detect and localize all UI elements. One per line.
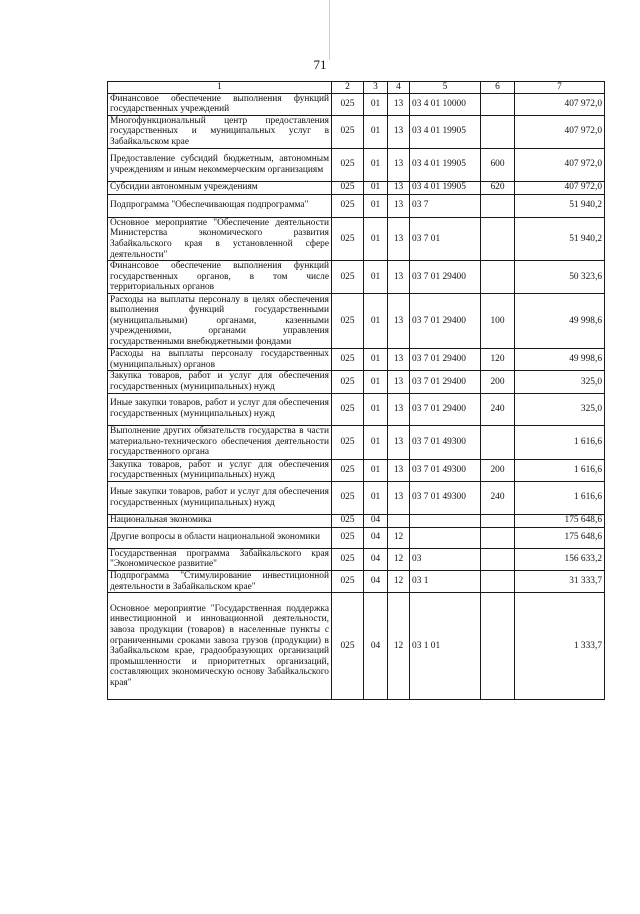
row-vr-cell: 200 [481,459,515,481]
row-sum-cell: 156 633,2 [515,548,605,570]
row-rz-cell: 01 [364,115,388,148]
row-csr-cell: 03 [410,548,481,570]
row-csr-cell: 03 1 [410,570,481,592]
row-pr-cell: 13 [388,115,410,148]
row-name-cell: Расходы на выплаты персоналу в целях обеспечения выполнения функций государственными (муниципальными) органами, казенными учреждениями, органами управления государственными внебюджетными фондами [108,294,332,349]
row-rz-cell: 04 [364,527,388,548]
row-csr-cell: 03 7 01 29400 [410,294,481,349]
table-row [108,527,605,548]
table-row [108,393,605,425]
row-csr-cell: 03 7 01 29400 [410,393,481,425]
row-pr-cell: 13 [388,349,410,371]
row-pr-cell: 13 [388,261,410,294]
row-name-cell: Основное мероприятие "Государственная поддержка инвестиционной и инновационной деятельности, завоза продукции (товаров) в населенные пункты с ограниченными сроками завоза грузов (продукции) в Забайкальском крае, градообразующих организаций промышленности и приоритетных организаций, составляющих экономическую основу Забайкальского края" [108,593,332,700]
row-csr-cell: 03 7 [410,194,481,217]
row-csr-cell: 03 7 01 49300 [410,425,481,459]
row-gr-cell: 025 [332,459,364,481]
row-csr-cell: 03 7 01 [410,217,481,260]
row-vr-cell: 240 [481,481,515,514]
row-gr-cell: 025 [332,527,364,548]
row-rz-cell: 04 [364,593,388,700]
row-sum-cell: 49 998,6 [515,294,605,349]
row-csr-cell: 03 1 01 [410,593,481,700]
row-pr-cell [388,514,410,527]
row-vr-cell [481,93,515,115]
column-header: 7 [515,82,605,94]
row-pr-cell: 12 [388,527,410,548]
row-name-cell: Многофункциональный центр предоставления государственных и муниципальных услуг в Забайкальском крае [108,115,332,148]
row-gr-cell: 025 [332,115,364,148]
row-pr-cell: 13 [388,194,410,217]
row-sum-cell: 407 972,0 [515,181,605,194]
row-gr-cell: 025 [332,393,364,425]
row-vr-cell [481,548,515,570]
row-rz-cell: 01 [364,371,388,393]
row-csr-cell: 03 4 01 19905 [410,115,481,148]
table-row [108,115,605,148]
row-rz-cell: 01 [364,93,388,115]
row-sum-cell: 175 648,6 [515,514,605,527]
row-csr-cell: 03 4 01 19905 [410,148,481,181]
row-gr-cell: 025 [332,425,364,459]
row-rz-cell: 01 [364,261,388,294]
row-csr-cell: 03 7 01 29400 [410,349,481,371]
budget-table [107,81,605,700]
row-sum-cell: 31 333,7 [515,570,605,592]
row-name-cell: Закупка товаров, работ и услуг для обеспечения государственных (муниципальных) нужд [108,371,332,393]
row-gr-cell: 025 [332,181,364,194]
row-name-cell: Иные закупки товаров, работ и услуг для обеспечения государственных (муниципальных) нужд [108,393,332,425]
table-row [108,481,605,514]
row-pr-cell: 13 [388,481,410,514]
row-csr-cell: 03 7 01 49300 [410,481,481,514]
row-gr-cell: 025 [332,294,364,349]
row-csr-cell: 03 7 01 49300 [410,459,481,481]
row-name-cell: Подпрограмма "Стимулирование инвестиционной деятельности в Забайкальском крае" [108,570,332,592]
row-vr-cell: 200 [481,371,515,393]
column-header: 2 [332,82,364,94]
row-name-cell: Основное мероприятие "Обеспечение деятельности Министерства экономического развития Забайкальского края в установленной сфере деятельности" [108,217,332,260]
row-pr-cell: 13 [388,93,410,115]
row-rz-cell: 01 [364,393,388,425]
table-row [108,371,605,393]
fold-line [329,0,330,60]
row-pr-cell: 13 [388,148,410,181]
row-vr-cell: 100 [481,294,515,349]
row-gr-cell: 025 [332,349,364,371]
row-pr-cell: 13 [388,425,410,459]
row-sum-cell: 50 323,6 [515,261,605,294]
row-rz-cell: 04 [364,570,388,592]
row-csr-cell: 03 4 01 19905 [410,181,481,194]
row-rz-cell: 01 [364,294,388,349]
row-vr-cell: 600 [481,148,515,181]
row-sum-cell: 325,0 [515,393,605,425]
row-pr-cell: 13 [388,294,410,349]
column-header: 4 [388,82,410,94]
row-gr-cell: 025 [332,548,364,570]
row-gr-cell: 025 [332,148,364,181]
row-gr-cell: 025 [332,570,364,592]
row-rz-cell: 01 [364,148,388,181]
row-gr-cell: 025 [332,261,364,294]
row-pr-cell: 12 [388,570,410,592]
row-csr-cell: 03 7 01 29400 [410,261,481,294]
row-vr-cell: 120 [481,349,515,371]
row-sum-cell: 1 616,6 [515,425,605,459]
row-csr-cell [410,527,481,548]
row-name-cell: Иные закупки товаров, работ и услуг для обеспечения государственных (муниципальных) нужд [108,481,332,514]
row-rz-cell: 01 [364,181,388,194]
row-name-cell: Государственная программа Забайкальского края "Экономическое развитие" [108,548,332,570]
table-row [108,181,605,194]
row-rz-cell: 01 [364,349,388,371]
table-row [108,570,605,592]
row-sum-cell: 175 648,6 [515,527,605,548]
row-rz-cell: 01 [364,425,388,459]
row-vr-cell [481,593,515,700]
row-name-cell: Выполнение других обязательств государства в части материально-технического обеспечения деятельности государственного органа [108,425,332,459]
row-name-cell: Расходы на выплаты персоналу государственных (муниципальных) органов [108,349,332,371]
row-csr-cell: 03 4 01 10000 [410,93,481,115]
row-sum-cell: 1 333,7 [515,593,605,700]
row-vr-cell [481,217,515,260]
table-row [108,294,605,349]
row-gr-cell: 025 [332,217,364,260]
column-header: 1 [108,82,332,94]
row-pr-cell: 13 [388,459,410,481]
row-vr-cell [481,425,515,459]
row-name-cell: Предоставление субсидий бюджетным, автономным учреждениям и иным некоммерческим организациям [108,148,332,181]
row-rz-cell: 01 [364,217,388,260]
row-vr-cell: 620 [481,181,515,194]
row-pr-cell: 12 [388,593,410,700]
row-sum-cell: 51 940,2 [515,217,605,260]
table-row [108,194,605,217]
row-rz-cell: 01 [364,459,388,481]
column-header: 6 [481,82,515,94]
row-vr-cell: 240 [481,393,515,425]
row-name-cell: Подпрограмма "Обеспечивающая подпрограмма" [108,194,332,217]
row-name-cell: Закупка товаров, работ и услуг для обеспечения государственных (муниципальных) нужд [108,459,332,481]
table-header-row [108,82,605,94]
column-header: 3 [364,82,388,94]
row-sum-cell: 1 616,6 [515,481,605,514]
table-row [108,261,605,294]
row-pr-cell: 12 [388,548,410,570]
row-rz-cell: 01 [364,481,388,514]
row-gr-cell: 025 [332,514,364,527]
row-name-cell: Финансовое обеспечение выполнения функций государственных органов, в том числе территориальных органов [108,261,332,294]
row-sum-cell: 407 972,0 [515,148,605,181]
row-name-cell: Финансовое обеспечение выполнения функций государственных учреждений [108,93,332,115]
row-sum-cell: 407 972,0 [515,115,605,148]
row-gr-cell: 025 [332,371,364,393]
row-sum-cell: 51 940,2 [515,194,605,217]
row-sum-cell: 1 616,6 [515,459,605,481]
row-csr-cell: 03 7 01 29400 [410,371,481,393]
row-vr-cell [481,115,515,148]
table-row [108,548,605,570]
row-sum-cell: 325,0 [515,371,605,393]
row-vr-cell [481,527,515,548]
row-vr-cell [481,514,515,527]
row-gr-cell: 025 [332,481,364,514]
row-name-cell: Национальная экономика [108,514,332,527]
row-sum-cell: 49 998,6 [515,349,605,371]
table-row [108,349,605,371]
row-gr-cell: 025 [332,194,364,217]
table-row [108,593,605,700]
table-row [108,425,605,459]
row-sum-cell: 407 972,0 [515,93,605,115]
row-pr-cell: 13 [388,393,410,425]
page-number: 71 [313,57,327,72]
row-name-cell: Другие вопросы в области национальной экономики [108,527,332,548]
row-gr-cell: 025 [332,93,364,115]
row-vr-cell [481,261,515,294]
row-name-cell: Субсидии автономным учреждениям [108,181,332,194]
row-pr-cell: 13 [388,217,410,260]
row-rz-cell: 04 [364,514,388,527]
row-vr-cell [481,194,515,217]
row-vr-cell [481,570,515,592]
table-row [108,217,605,260]
table-row [108,148,605,181]
row-pr-cell: 13 [388,371,410,393]
row-rz-cell: 01 [364,194,388,217]
column-header: 5 [410,82,481,94]
table-row [108,459,605,481]
row-pr-cell: 13 [388,181,410,194]
row-rz-cell: 04 [364,548,388,570]
table-row [108,93,605,115]
row-csr-cell [410,514,481,527]
row-gr-cell: 025 [332,593,364,700]
table-row [108,514,605,527]
